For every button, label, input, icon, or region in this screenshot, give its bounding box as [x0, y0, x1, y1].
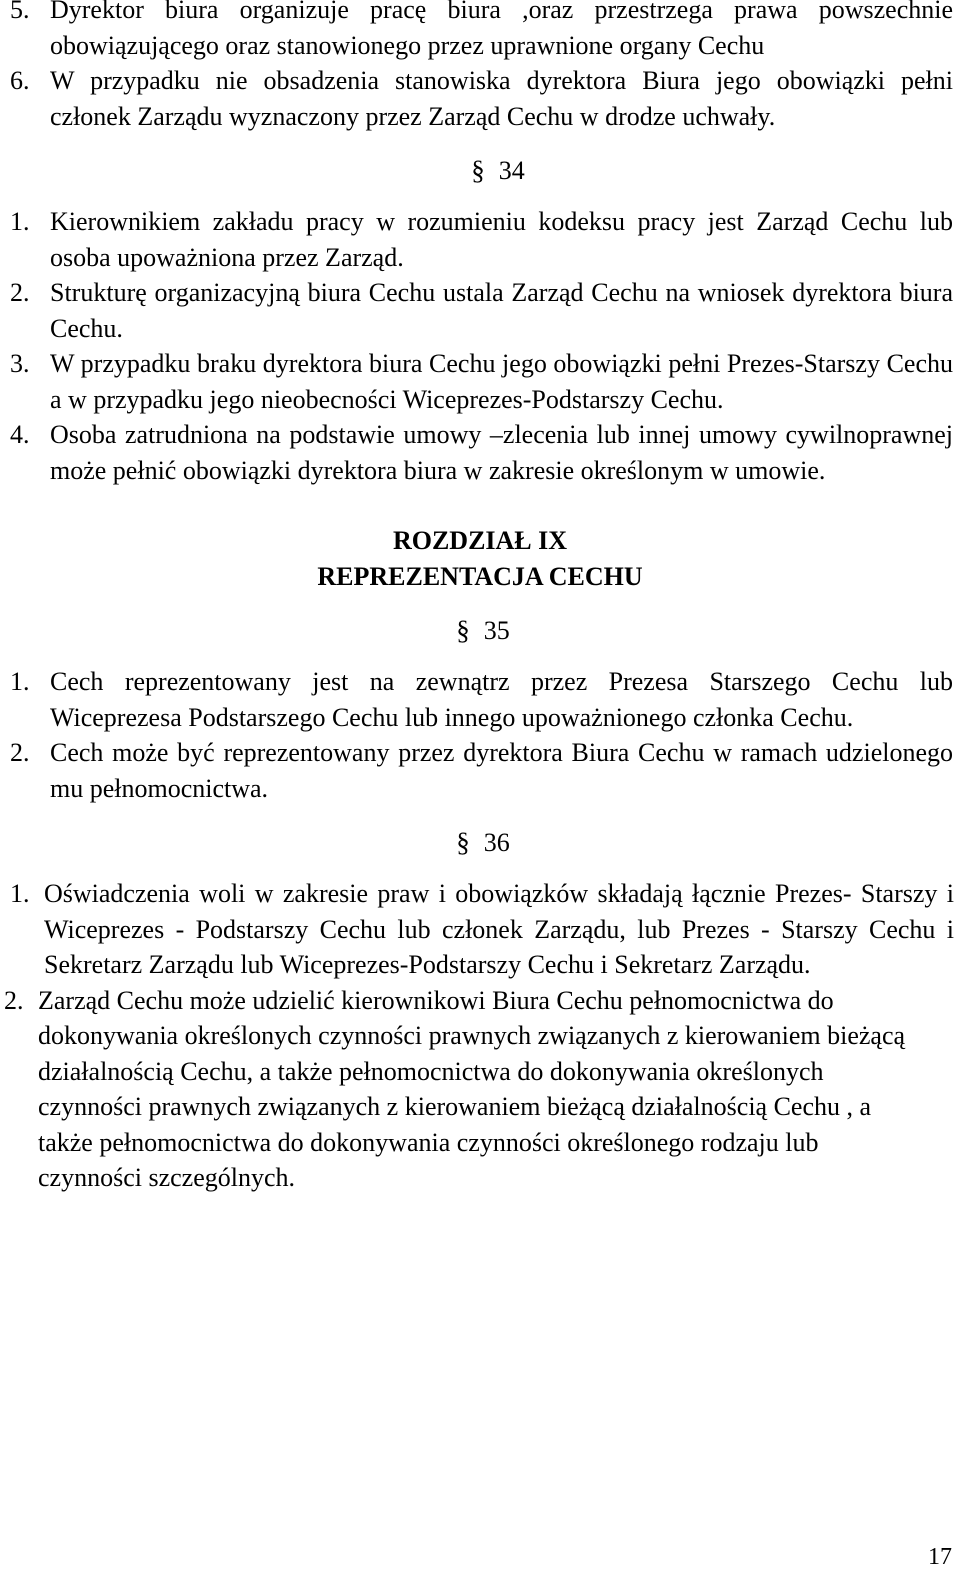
list-item: [0, 63, 960, 134]
item-number: 2.: [10, 738, 30, 767]
item-text: Oświadczenia woli w zakresie praw i obowiązków składają łącznie Prezes- Starszy i Wiceprezes - Podstarszy Cechu lub członek Zarządu, lub Prezes - Starszy Cechu i Sekretarz Zarządu lub Wiceprezes-Podstarszy Cechu i Sekretarz Zarządu.: [44, 879, 954, 979]
item-text: Cech może być reprezentowany przez dyrektora Biura Cechu w ramach udzielonego mu pełnomocnictwa.: [50, 738, 953, 803]
item-text: Dyrektor biura organizuje pracę biura ,oraz przestrzega prawa powszechnie obowiązującego oraz stanowionego przez uprawnione organy Cechu: [50, 0, 953, 60]
item-number: 3.: [10, 349, 30, 378]
section-symbol: §: [471, 155, 485, 185]
item-number: 4.: [10, 420, 30, 449]
item-number: 1.: [10, 667, 30, 696]
section-34-heading: [0, 134, 960, 204]
section-35-heading: [0, 594, 960, 664]
item-number: 2.: [4, 985, 24, 1015]
list-item: [0, 204, 960, 275]
section-number: 36: [483, 828, 510, 857]
list-item: [0, 417, 960, 488]
item-number: 6.: [10, 66, 30, 95]
section-symbol: §: [456, 827, 470, 857]
item-text: W przypadku braku dyrektora biura Cechu jego obowiązki pełni Prezes-Starszy Cechu a w przypadku jego nieobecności Wiceprezes-Podstarszy Cechu.: [50, 349, 953, 414]
item-text: W przypadku nie obsadzenia stanowiska dyrektora Biura jego obowiązki pełni członek Zarządu wyznaczony przez Zarząd Cechu w drodze uchwały.: [50, 66, 953, 131]
chapter-title: ROZDZIAŁ IX: [392, 526, 568, 555]
list-item: [0, 664, 960, 735]
item-text: Zarząd Cechu może udzielić kierownikowi Biura Cechu pełnomocnictwa do dokonywania określonych czynności prawnych związanych z kierowaniem bieżącą działalnością Cechu, a także pełnomocnictwa do dokonywania określonych czynności prawnych związanych z kierowaniem bieżącą działalnością Cechu , a także pełnomocnictwa do dokonywania czynności określonego rodzaju lub czynności szczególnych.: [38, 985, 906, 1192]
list-item: [0, 0, 960, 63]
section-number: 34: [498, 156, 525, 185]
section-number: 35: [483, 616, 510, 645]
section-symbol: §: [456, 615, 470, 645]
item-number: 2.: [10, 278, 30, 307]
item-number: 1.: [10, 207, 30, 236]
item-text: Kierownikiem zakładu pracy w rozumieniu kodeksu pracy jest Zarząd Cechu lub osoba upoważniona przez Zarząd.: [50, 207, 953, 272]
item-number: 5.: [10, 0, 30, 24]
section-36-heading: [0, 806, 960, 876]
list-item: [0, 275, 960, 346]
item-text: Osoba zatrudniona na podstawie umowy –zlecenia lub innej umowy cywilnoprawnej może pełnić obowiązki dyrektora biura w zakresie określonym w umowie.: [50, 420, 953, 485]
page-number: 17: [928, 1544, 952, 1570]
list-item: [0, 735, 960, 806]
item-text: Strukturę organizacyjną biura Cechu ustala Zarząd Cechu na wniosek dyrektora biura Cechu.: [50, 278, 953, 343]
item-number: 1.: [10, 879, 30, 908]
list-item: [0, 346, 960, 417]
list-item: [0, 876, 960, 983]
item-text: Cech reprezentowany jest na zewnątrz przez Prezesa Starszego Cechu lub Wiceprezesa Podstarszego Cechu lub innego upoważnionego członka Cechu.: [50, 667, 953, 732]
chapter-subtitle: REPREZENTACJA CECHU: [317, 561, 643, 591]
list-item: [0, 983, 960, 1196]
